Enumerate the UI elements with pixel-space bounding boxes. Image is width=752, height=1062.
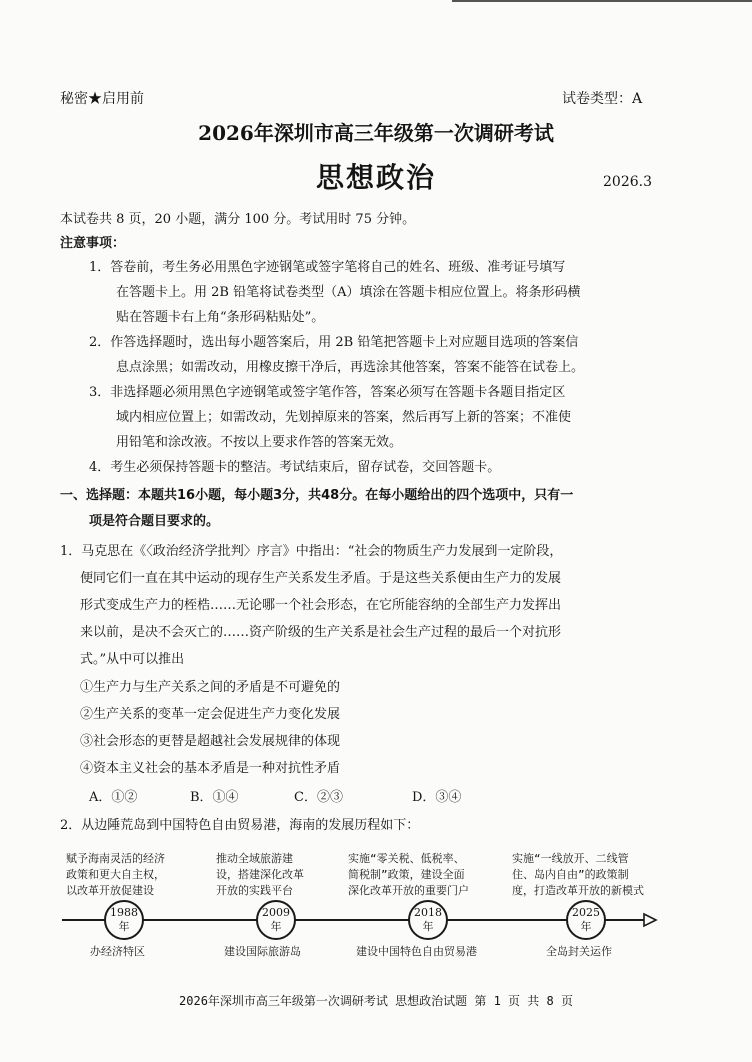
section1-heading-line-1: 一、选择题：本题共16小题，每小题3分，共48分。在每小题给出的四个选项中，只有一 [60, 488, 574, 503]
note-4-line-1: 4．考生必须保持答题卡的整洁。考试结束后，留存试卷，交回答题卡。 [89, 460, 501, 475]
q1-statement-1: ①生产力与生产关系之间的矛盾是不可避免的 [80, 680, 341, 695]
q1-option-a: A．①② [89, 790, 138, 805]
exam-date: 2026.3 [603, 174, 652, 190]
q1-stem-line-1: 1．马克思在《〈政治经济学批判〉序言》中指出：“社会的物质生产力发展到一定阶段， [60, 544, 563, 559]
timeline-2025-label: 全岛封关运作 [546, 945, 612, 958]
exam-title: 2026年深圳市高三年级第一次调研考试 [198, 121, 554, 145]
subject-title: 思想政治 [315, 161, 436, 194]
note-1-line-2: 在答题卡上。用 2B 铅笔将试卷类型（A）填涂在答题卡相应位置上。将条形码横 [116, 285, 581, 300]
q1-stem-line-5: 式。”从中可以推出 [80, 652, 185, 667]
timeline-2018-label: 建设中国特色自由贸易港 [356, 945, 477, 958]
timeline-node-2018 [408, 900, 448, 940]
q1-stem-line-3: 形式变成生产力的桎梏……无论哪一个社会形态，在它所能容纳的全部生产力发挥出 [80, 598, 562, 613]
q1-option-d: D．③④ [412, 790, 462, 805]
timeline-year-2025: 2025 [572, 906, 600, 919]
page-footer: 2026年深圳市高三年级第一次调研考试 思想政治试题 第 1 页 共 8 页 [179, 994, 573, 1008]
note-2-line-1: 2．作答选择题时，选出每小题答案后，用 2B 铅笔把答题卡上对应题目选项的答案信 [89, 335, 579, 350]
confidential-label: 秘密★启用前 [60, 91, 144, 107]
note-2-line-2: 息点涂黑；如需改动，用橡皮擦干净后，再选涂其他答案，答案不能答在试卷上。 [116, 360, 585, 375]
timeline-year-unit: 年 [422, 920, 434, 933]
paper-type-label: 试卷类型：A [562, 91, 643, 107]
timeline-1988-label: 办经济特区 [90, 945, 145, 958]
timeline-year-2009: 2009 [262, 906, 290, 919]
q1-statement-4: ④资本主义社会的基本矛盾是一种对抗性矛盾 [80, 761, 341, 776]
section1-heading-line-2: 项是符合题目要求的。 [89, 514, 220, 529]
timeline-1988-desc: 赋予海南灵活的经济 政策和更大自主权， 以改革开放促建设 [66, 852, 165, 897]
timeline-node-2025 [566, 900, 606, 940]
q1-stem-line-2: 便同它们一直在其中运动的现存生产关系发生矛盾。于是这些关系便由生产力的发展 [80, 571, 562, 586]
note-3-line-1: 3．非选择题必须用黑色字迹钢笔或签字笔作答，答案必须写在答题卡各题目指定区 [89, 385, 566, 400]
note-3-line-2: 域内相应位置上；如需改动，先划掉原来的答案，然后再写上新的答案；不准使 [116, 410, 572, 425]
timeline-2009-desc: 推动全域旅游建 设，搭建深化改革 开放的实践平台 [216, 852, 304, 897]
timeline-2025-desc: 实施“一线放开、二线管 住、岛内自由”的政策制 度，打造改革开放的新模式 [512, 852, 644, 897]
q2-stem: 2．从边陲荒岛到中国特色自由贸易港，海南的发展历程如下： [60, 818, 420, 833]
timeline-year-1988: 1988 [110, 906, 138, 919]
q1-option-c: C．②③ [294, 790, 343, 805]
timeline-node-1988 [104, 900, 144, 940]
q1-stem-line-4: 来以前，是决不会灭亡的……资产阶级的生产关系是社会生产过程的最后一个对抗形 [80, 625, 562, 640]
note-3-line-3: 用铅笔和涂改液。不按以上要求作答的答案无效。 [116, 435, 403, 450]
scan-edge-line [452, 0, 752, 2]
note-1-line-1: 1．答卷前，考生务必用黑色字迹钢笔或签字笔将自己的姓名、班级、准考证号填写 [89, 260, 566, 275]
timeline-year-unit: 年 [270, 920, 282, 933]
timeline-year-unit: 年 [580, 920, 592, 933]
timeline-year-unit: 年 [118, 920, 130, 933]
q1-statement-3: ③社会形态的更替是超越社会发展规律的体现 [80, 734, 341, 749]
timeline-2018-desc: 实施“零关税、低税率、 简税制”政策，建设全面 深化改革开放的重要门户 [348, 852, 469, 897]
note-1-line-3: 贴在答题卡右上角“条形码粘贴处”。 [116, 310, 325, 325]
timeline-2009-label: 建设国际旅游岛 [224, 945, 301, 958]
q1-option-b: B．①④ [190, 790, 239, 805]
timeline-node-2009 [256, 900, 296, 940]
timeline-year-2018: 2018 [414, 906, 442, 919]
intro-text: 本试卷共 8 页，20 小题，满分 100 分。考试用时 75 分钟。 [60, 212, 416, 227]
q1-statement-2: ②生产关系的变革一定会促进生产力变化发展 [80, 707, 341, 722]
notes-heading: 注意事项： [60, 236, 126, 251]
